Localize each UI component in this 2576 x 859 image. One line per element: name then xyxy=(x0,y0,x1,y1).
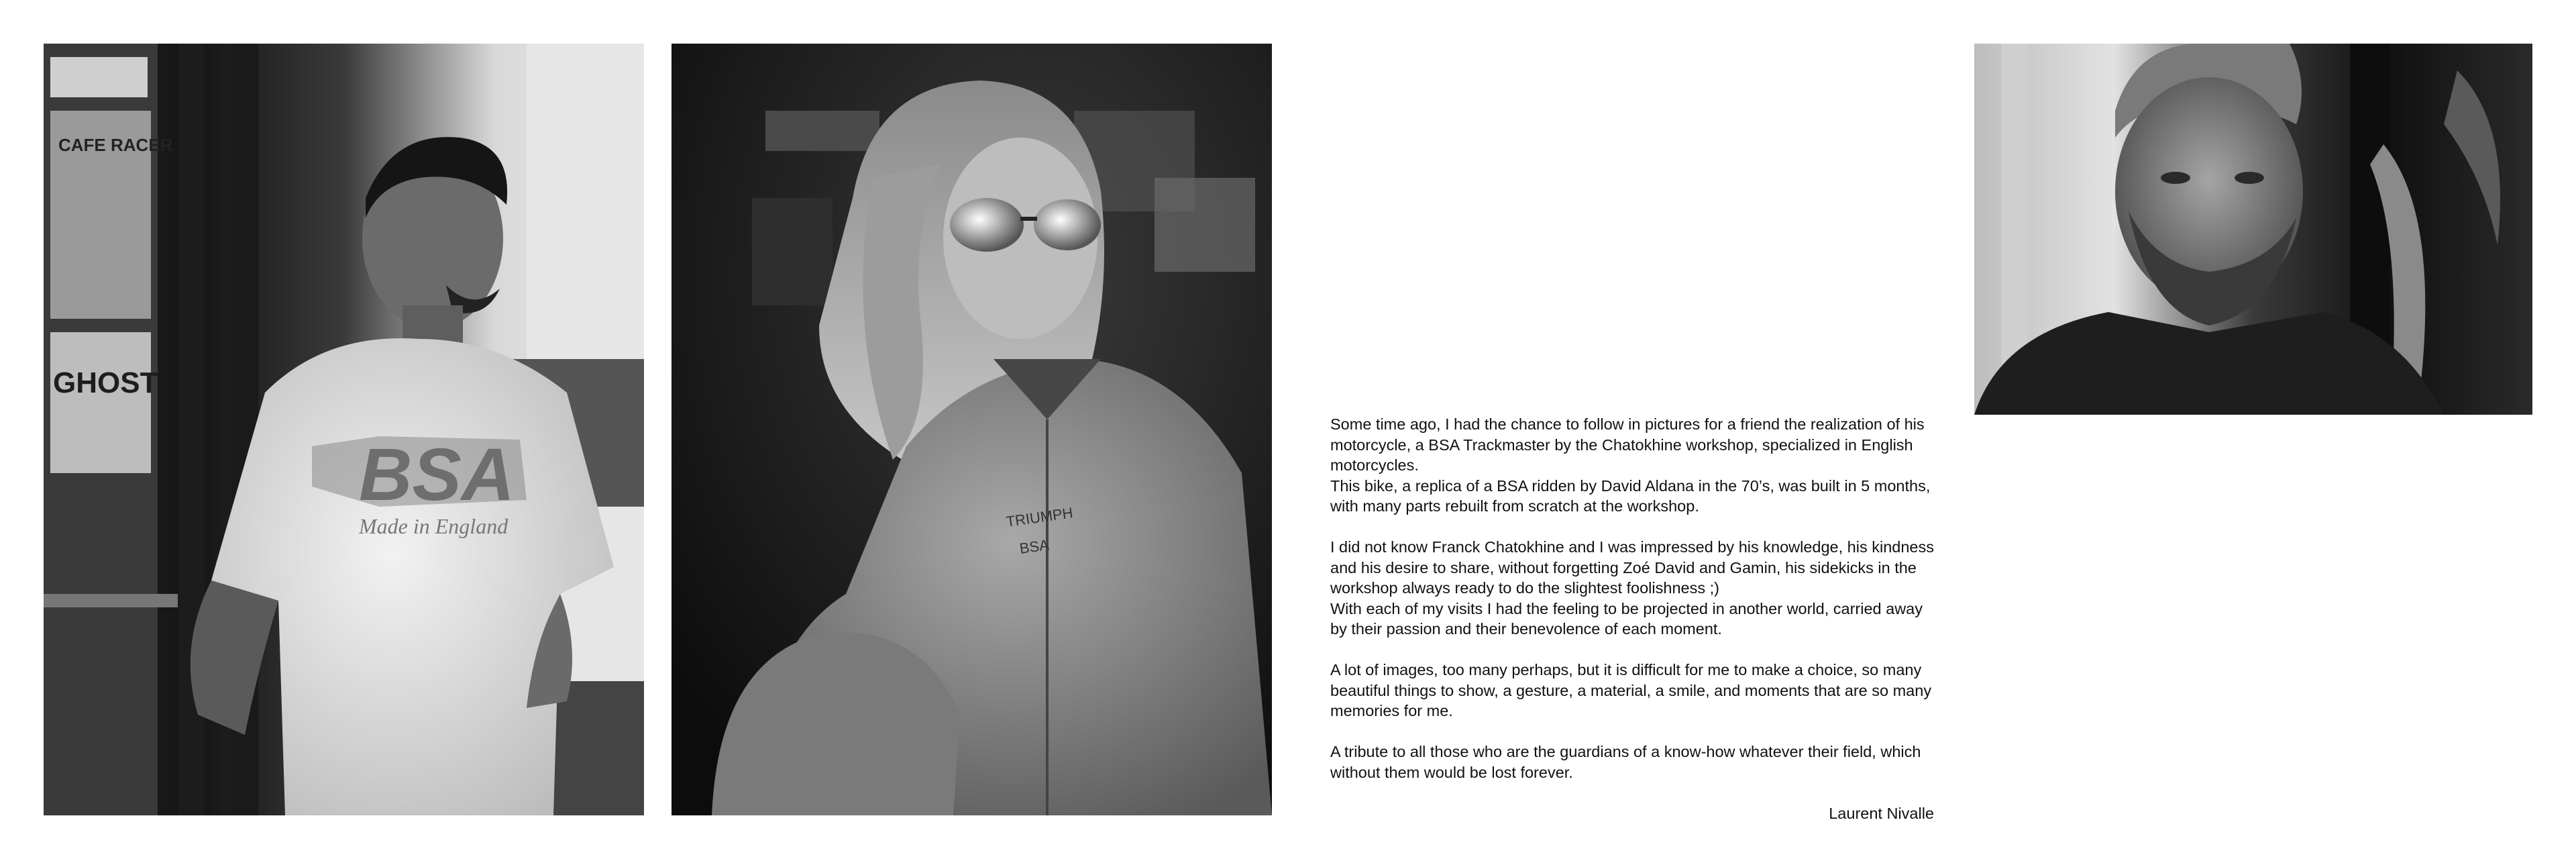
paragraph-4 xyxy=(1330,742,1934,782)
paragraph-1-line-1: Some time ago, I had the chance to follow in pictures for a friend the realization of his motorcycle, a BSA Trackmaster by the Chatokhine workshop, specialized in English motorcycles. xyxy=(1330,415,1925,474)
poster-text-cafe-racer: CAFE RACER xyxy=(58,135,173,155)
photo-woman-sunglasses xyxy=(672,44,1272,815)
photo-bearded-man-image xyxy=(1974,44,2532,415)
photo-woman-sunglasses-image xyxy=(672,44,1272,815)
paragraph-3-line-1: A lot of images, too many perhaps, but it is difficult for me to make a choice, so many beautiful things to show, a gesture, a material, a smile, and moments that are so many memories for me. xyxy=(1330,661,1932,719)
signature: Laurent Nivalle xyxy=(1829,804,1934,822)
photo-man-bsa-shirt xyxy=(44,44,644,815)
paragraph-1 xyxy=(1330,414,1934,517)
paragraph-1-line-2: This bike, a replica of a BSA ridden by David Aldana in the 70’s, was built in 5 months, with many parts rebuilt from scratch at the workshop. xyxy=(1330,476,1931,515)
paragraph-2-line-2: With each of my visits I had the feeling to be projected in another world, carried away by their passion and their benevolence of each moment. xyxy=(1330,599,1923,638)
overall-patch-text-2: BSA xyxy=(1018,536,1051,557)
shirt-tagline-text: Made in England xyxy=(359,514,508,538)
paragraph-4-line-1: A tribute to all those who are the guardians of a know-how whatever their field, which without them would be lost forever. xyxy=(1330,743,1921,781)
story-text xyxy=(1330,414,1934,823)
paragraph-2-line-1: I did not know Franck Chatokhine and I was impressed by his knowledge, his kindness and his desire to share, without forgetting Zoé David and Gamin, his sidekicks in the workshop always ready to do the slightest foolishness ;) xyxy=(1330,538,1934,597)
overall-patch-text-1: TRIUMPH xyxy=(1005,504,1074,530)
photo-man-bsa-shirt-image xyxy=(44,44,644,815)
poster-text-ghost: GHOST xyxy=(53,366,158,399)
photo-bearded-man xyxy=(1974,44,2532,415)
paragraph-3 xyxy=(1330,660,1934,721)
paragraph-2 xyxy=(1330,537,1934,640)
shirt-brand-text: BSA xyxy=(359,434,515,516)
